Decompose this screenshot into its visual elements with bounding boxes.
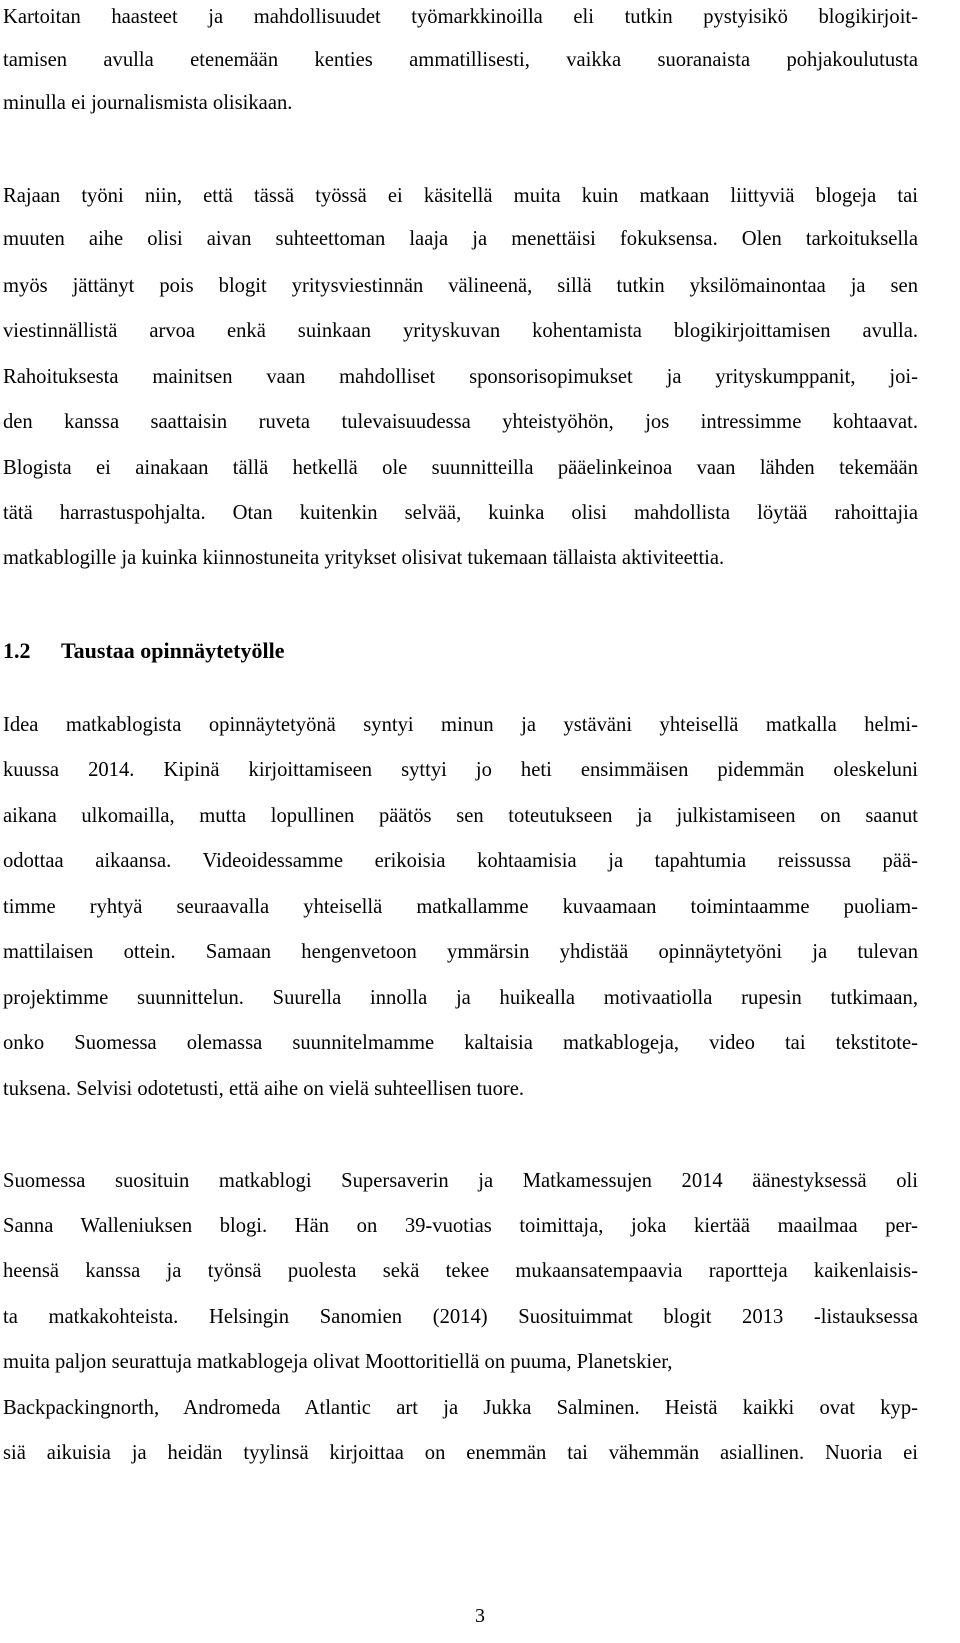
text-line: minulla ei journalismista olisikaan. [3, 92, 293, 114]
text-line: tätä harrastuspohjalta. Otan kuitenkin selvää, kuinka olisi mahdollista löytää rahoittajia [3, 502, 918, 524]
section-title: Taustaa opinnäytetyölle [61, 638, 285, 663]
text-line: kuussa 2014. Kipinä kirjoittamiseen syttyi jo heti ensimmäisen pidemmän oleskeluni [3, 759, 918, 781]
text-line: Rahoituksesta mainitsen vaan mahdolliset sponsorisopimukset ja yrityskumppanit, joi- [3, 366, 918, 388]
text-line: muita paljon seurattuja matkablogeja olivat Moottoritiellä on puuma, Planetskier, [3, 1351, 673, 1373]
text-line: heensä kanssa ja työnsä puolesta sekä tekee mukaansatempaavia raportteja kaikenlaisis- [3, 1260, 918, 1282]
section-number: 1.2 [3, 638, 31, 663]
text-line: onko Suomessa olemassa suunnitelmamme kaltaisia matkablogeja, video tai tekstitote- [3, 1032, 918, 1054]
text-line: den kanssa saattaisin ruveta tulevaisuudessa yhteistyöhön, jos intressimme kohtaavat. [3, 411, 918, 433]
text-line: muuten aihe olisi aivan suhteettoman laaja ja menettäisi fokuksensa. Olen tarkoituksella [3, 228, 918, 250]
text-line: viestinnällistä arvoa enkä suinkaan yrityskuvan kohentamista blogikirjoittamisen avulla. [3, 320, 918, 342]
text-line: Kartoitan haasteet ja mahdollisuudet työmarkkinoilla eli tutkin pystyisikö blogikirjoit- [3, 6, 918, 28]
text-line: ta matkakohteista. Helsingin Sanomien (2014) Suosituimmat blogit 2013 -listauksessa [3, 1306, 918, 1328]
text-line: Sanna Walleniuksen blogi. Hän on 39-vuotias toimittaja, joka kiertää maailmaa per- [3, 1215, 918, 1237]
text-line: Blogista ei ainakaan tällä hetkellä ole suunnitteilla pääelinkeinoa vaan lähden tekemään [3, 457, 918, 479]
text-line: tamisen avulla etenemään kenties ammatillisesti, vaikka suoranaista pohjakoulutusta [3, 49, 918, 71]
section-heading [3, 638, 285, 664]
text-line: projektimme suunnittelun. Suurella innolla ja huikealla motivaatiolla rupesin tutkimaan, [3, 987, 918, 1009]
text-line: Rajaan työni niin, että tässä työssä ei käsitellä muita kuin matkaan liittyviä blogeja tai [3, 185, 918, 207]
text-line: Idea matkablogista opinnäytetyönä syntyi minun ja ystäväni yhteisellä matkalla helmi- [3, 714, 918, 736]
text-line: tuksena. Selvisi odotetusti, että aihe on vielä suhteellisen tuore. [3, 1078, 525, 1100]
text-line: aikana ulkomailla, mutta lopullinen päätös sen toteutukseen ja julkistamiseen on saanut [3, 805, 918, 827]
text-line: Suomessa suosituin matkablogi Supersaverin ja Matkamessujen 2014 äänestyksessä oli [3, 1170, 918, 1192]
text-line: mattilaisen ottein. Samaan hengenvetoon ymmärsin yhdistää opinnäytetyöni ja tulevan [3, 941, 918, 963]
text-line: myös jättänyt pois blogit yritysviestinnän välineenä, sillä tutkin yksilömainontaa ja sen [3, 275, 918, 297]
text-line: siä aikuisia ja heidän tyylinsä kirjoittaa on enemmän tai vähemmän asiallinen. Nuoria ei [3, 1442, 918, 1464]
page-number: 3 [475, 1605, 485, 1627]
text-line: odottaa aikaansa. Videoidessamme erikoisia kohtaamisia ja tapahtumia reissussa pää- [3, 850, 918, 872]
text-line: Backpackingnorth, Andromeda Atlantic art ja Jukka Salminen. Heistä kaikki ovat kyp- [3, 1397, 918, 1419]
text-line: matkablogille ja kuinka kiinnostuneita yritykset olisivat tukemaan tällaista aktiviteettia. [3, 547, 725, 569]
text-line: timme ryhtyä seuraavalla yhteisellä matkallamme kuvaamaan toimintaamme puoliam- [3, 896, 918, 918]
